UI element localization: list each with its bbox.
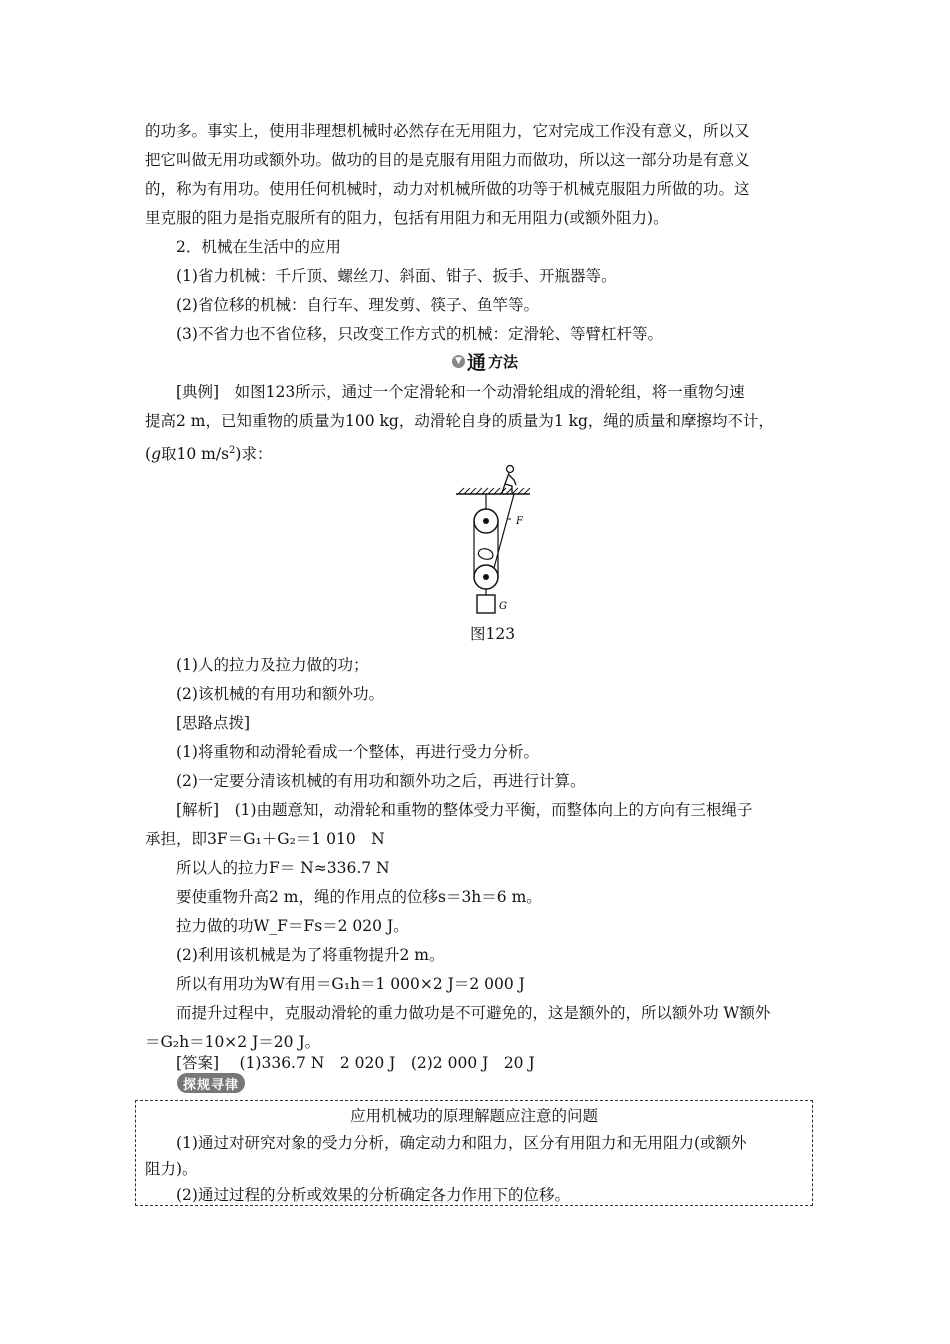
figure-caption: 图123 xyxy=(470,625,516,643)
hint-title: [思路点拨] xyxy=(176,714,251,732)
pulley-figure xyxy=(450,462,550,622)
example-line-2: 提高2 m，已知重物的质量为100 kg，动滑轮自身的质量为1 kg，绳的质量和摩擦均不计， xyxy=(145,412,774,430)
example-line-1: [典例] 如图123所示，通过一个定滑轮和一个动滑轮组成的滑轮组，将一重物匀速 xyxy=(176,383,745,401)
method-badge-big: 通 xyxy=(467,351,487,374)
section2-item-1: (1)省力机械：千斤顶、螺丝刀、斜面、钳子、扳手、开瓶器等。 xyxy=(176,267,617,285)
section2-item-2: (2)省位移的机械：自行车、理发剪、筷子、鱼竿等。 xyxy=(176,296,539,314)
hint-2: (2)一定要分清该机械的有用功和额外功之后，再进行计算。 xyxy=(176,772,586,790)
rule-1b: 阻力)。 xyxy=(145,1160,198,1178)
solution-line-7: 所以有用功为W有用＝G₁h＝1 000×2 J＝2 000 J xyxy=(176,975,525,993)
rule-1a: (1)通过对研究对象的受力分析，确定动力和阻力，区分有用阻力和无用阻力(或额外 xyxy=(176,1134,747,1152)
intro-line-3: 的，称为有用功。使用任何机械时，动力对机械所做的功等于机械克服阻力所做的功。这 xyxy=(145,180,750,198)
rule-badge: 探规寻律 xyxy=(177,1073,245,1093)
question-2: (2)该机械的有用功和额外功。 xyxy=(176,685,384,703)
intro-line-2: 把它叫做无用功或额外功。做功的目的是克服有用阻力而做功，所以这一部分功是有意义 xyxy=(145,151,750,169)
rule-box-title: 应用机械功的原理解题应注意的问题 xyxy=(349,1107,598,1125)
person-icon xyxy=(502,466,516,494)
method-badge xyxy=(452,350,518,372)
weight-label-G: G xyxy=(499,601,507,612)
example-line-3: (g取10 $m/s^2$)求： xyxy=(145,445,273,464)
answer: [答案] (1)336.7 N 2 020 J (2)2 000 J 20 J xyxy=(176,1054,535,1072)
intro-line-4: 里克服的阻力是指克服所有的阻力，包括有用阻力和无用阻力(或额外阻力)。 xyxy=(145,209,669,227)
hint-1: (1)将重物和动滑轮看成一个整体，再进行受力分析。 xyxy=(176,743,539,761)
solution-line-6: (2)利用该机械是为了将重物提升2 m。 xyxy=(176,946,445,964)
solution-line-2: 承担，即3F＝G₁＋G₂＝1 010 N xyxy=(145,830,385,848)
triangle-down-icon: ▼ xyxy=(452,355,465,368)
solution-line-4: 要使重物升高2 m，绳的作用点的位移s＝3h＝6 m。 xyxy=(176,888,542,906)
intro-line-1: 的功多。事实上，使用非理想机械时必然存在无用阻力，它对完成工作没有意义，所以又 xyxy=(145,122,750,140)
solution-line-3: 所以人的拉力F＝ N≈336.7 N xyxy=(176,859,390,877)
solution-line-1: [解析] (1)由题意知，动滑轮和重物的整体受力平衡，而整体向上的方向有三根绳子 xyxy=(176,801,753,819)
solution-line-8: 而提升过程中，克服动滑轮的重力做功是不可避免的，这是额外的，所以额外功 W额外 xyxy=(176,1004,771,1022)
rule-2: (2)通过过程的分析或效果的分析确定各力作用下的位移。 xyxy=(176,1186,570,1204)
section2-heading: 2．机械在生活中的应用 xyxy=(176,238,341,256)
rule-box xyxy=(135,1100,813,1206)
force-label-F: F xyxy=(516,516,523,527)
section2-item-3: (3)不省力也不省位移，只改变工作方式的机械：定滑轮、等臂杠杆等。 xyxy=(176,325,663,343)
question-1: (1)人的拉力及拉力做的功； xyxy=(176,656,369,674)
method-badge-small: 方法 xyxy=(488,352,519,371)
solution-line-5: 拉力做的功W_F＝Fs＝2 020 J。 xyxy=(176,917,409,935)
solution-line-9: ＝G₂h＝10×2 J＝20 J。 xyxy=(145,1033,321,1051)
